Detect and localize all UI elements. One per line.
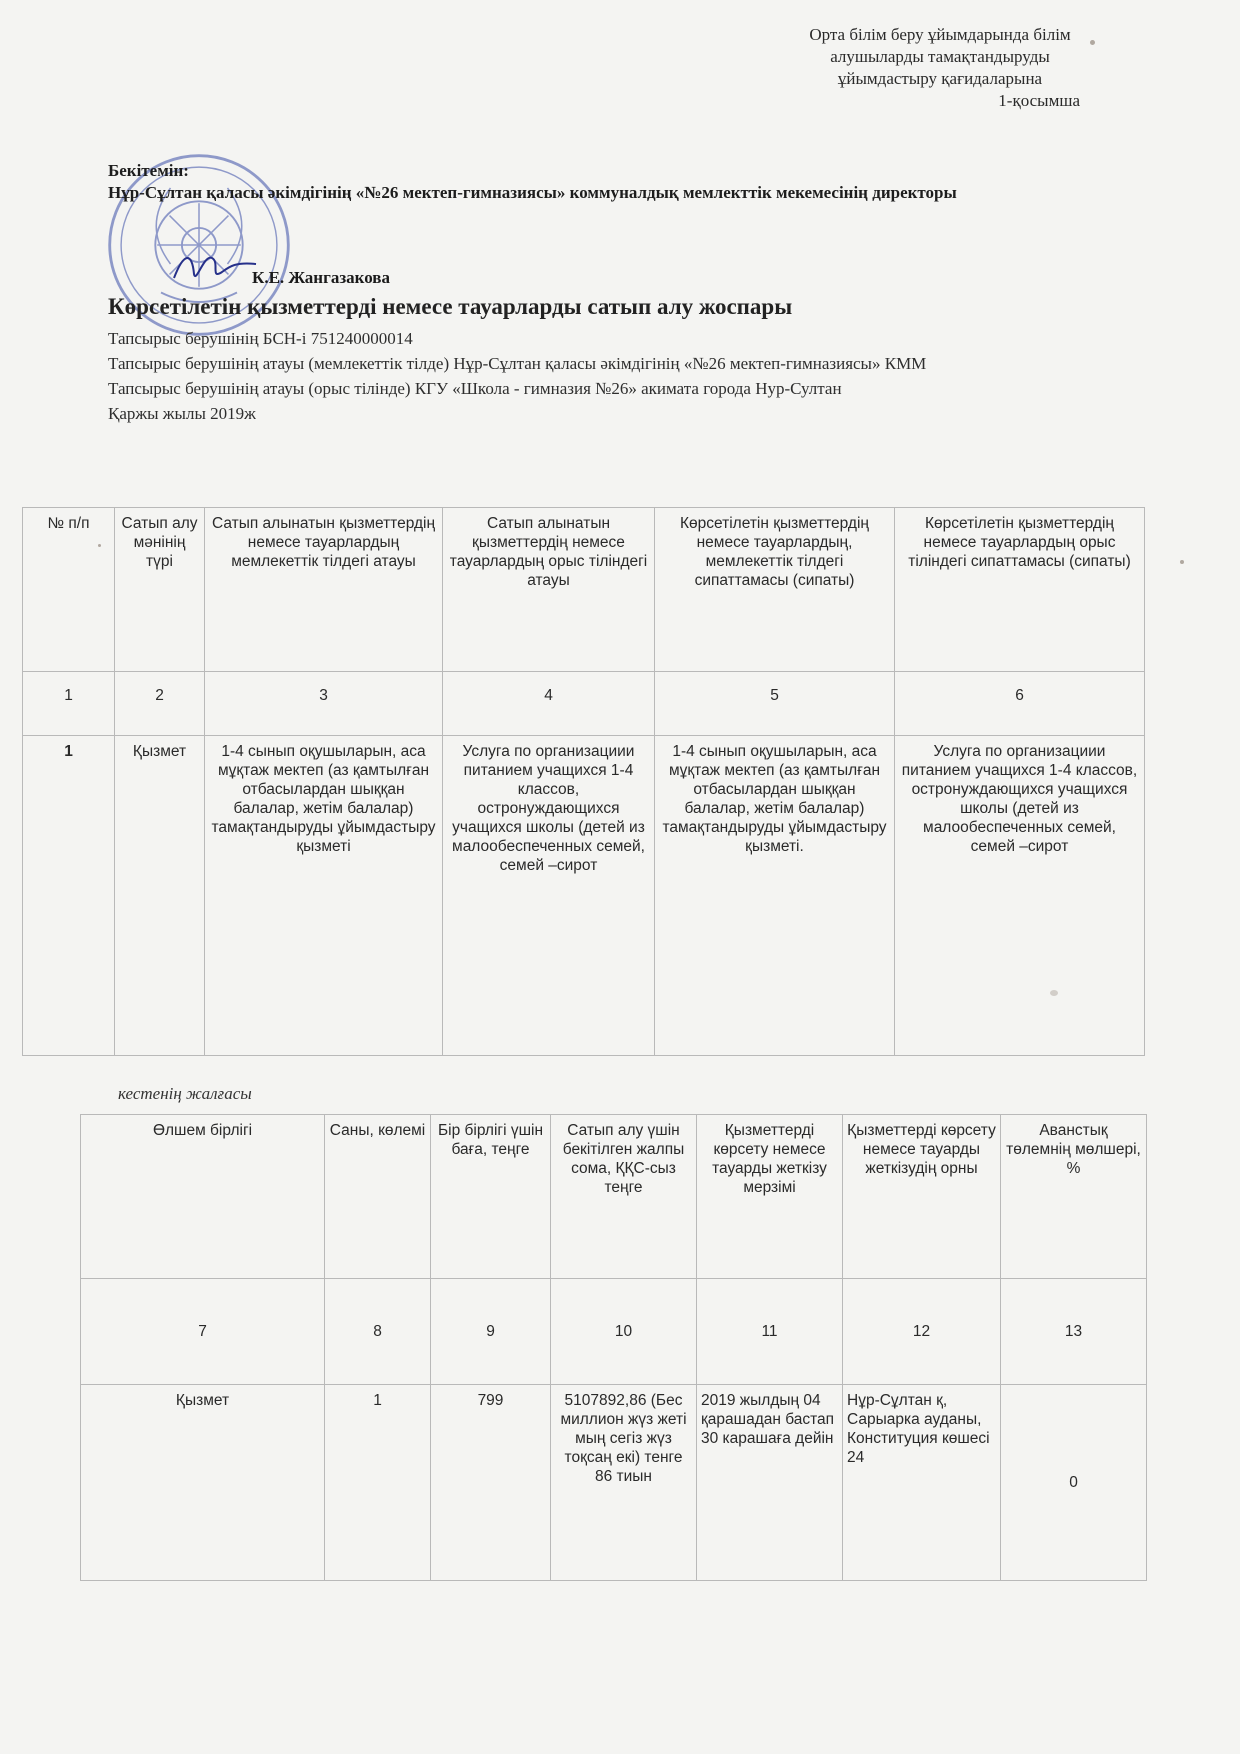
- appendix-line-2: алушыларды тамақтандыруды: [830, 47, 1050, 66]
- column-number: 8: [325, 1279, 431, 1385]
- header-cell: Сатып алынатын қызметтердің немесе тауарлардың мемлекеттік тілдегі атауы: [205, 508, 443, 672]
- customer-info: [108, 326, 1108, 426]
- header-cell: Аванстық төлемнің мөлшері, %: [1001, 1115, 1147, 1279]
- paper-speck: [1050, 990, 1058, 996]
- table-cell: 0: [1001, 1385, 1147, 1581]
- paper-speck: [1090, 40, 1095, 45]
- customer-name-ru: Тапсырыс берушінің атауы (орыс тілінде) КГУ «Школа - гимназия №26» акимата города Нур-Султан: [108, 379, 842, 398]
- column-number-row: [81, 1279, 1147, 1385]
- header-cell: № п/п: [23, 508, 115, 672]
- header-cell: Сатып алу үшін бекітілген жалпы сома, ҚҚС-сыз теңге: [551, 1115, 697, 1279]
- table-cell: 1-4 сынып оқушыларын, аса мұқтаж мектеп (аз қамтылған отбасылардан шыққан балалар, жетім балалар) тамақтандыруды ұйымдастыру қызметі: [205, 736, 443, 1056]
- table-cell: 1: [23, 736, 115, 1056]
- header-cell: Сатып алу мәнінің түрі: [115, 508, 205, 672]
- header-cell: Бір бірлігі үшін баға, теңге: [431, 1115, 551, 1279]
- table-continuation-label: кестенің жалғасы: [118, 1084, 252, 1103]
- page-title: Көрсетілетін қызметтерді немесе тауарларды сатып алу жоспары: [108, 294, 793, 319]
- table-cell: 1-4 сынып оқушыларын, аса мұқтаж мектеп (аз қамтылған отбасылардан шыққан балалар, жетім балалар) тамақтандыруды ұйымдастыру қызметі.: [655, 736, 895, 1056]
- procurement-table-continued: [80, 1114, 1147, 1581]
- signer-name: К.Е. Жангазакова: [252, 268, 390, 287]
- appendix-line-3: ұйымдастыру қағидаларына: [837, 69, 1043, 88]
- header-cell: Саны, көлемі: [325, 1115, 431, 1279]
- table-cell: Қызмет: [115, 736, 205, 1056]
- approval-position: Нұр-Сұлтан қаласы әкімдігінің «№26 мектеп-гимназиясы» коммуналдық мемлекттік мекемесінің директоры: [108, 183, 957, 202]
- column-number: 7: [81, 1279, 325, 1385]
- column-number: 1: [23, 672, 115, 736]
- header-cell: Қызметтерді көрсету немесе тауарды жеткізу мерзімі: [697, 1115, 843, 1279]
- table-row: [23, 736, 1145, 1056]
- table-cell: 2019 жылдың 04 қарашадан бастап 30 карашаға дейін: [697, 1385, 843, 1581]
- table-cell: 1: [325, 1385, 431, 1581]
- column-number: 6: [895, 672, 1145, 736]
- procurement-table-main: [22, 507, 1145, 1056]
- header-cell: Қызметтерді көрсету немесе тауарды жеткізудің орны: [843, 1115, 1001, 1279]
- table-row: [81, 1385, 1147, 1581]
- header-cell: Көрсетілетін қызметтердің немесе тауарлардың, мемлекеттік тілдегі сипаттамасы (сипаты): [655, 508, 895, 672]
- header-cell: Сатып алынатын қызметтердің немесе тауарлардың орыс тіліндегі атауы: [443, 508, 655, 672]
- column-number-row: [23, 672, 1145, 736]
- customer-bin: Тапсырыс берушінің БСН-і 751240000014: [108, 329, 413, 348]
- signature-icon: [170, 244, 260, 288]
- table-header-row: [23, 508, 1145, 672]
- approval-block: [108, 160, 1068, 204]
- table-cell: Услуга по организациии питанием учащихся 1-4 классов, остронуждающихся учащихся школы (детей из малообеспеченных семей, семей –сирот: [443, 736, 655, 1056]
- column-number: 3: [205, 672, 443, 736]
- fiscal-year: Қаржы жылы 2019ж: [108, 404, 256, 423]
- table-cell: Қызмет: [81, 1385, 325, 1581]
- table-cell: Нұр-Сұлтан қ, Сарыарка ауданы, Конституция көшесі 24: [843, 1385, 1001, 1581]
- column-number: 5: [655, 672, 895, 736]
- table-cell: Услуга по организациии питанием учащихся 1-4 классов, остронуждающихся учащихся школы (детей из малообеспеченных семей, семей –сирот: [895, 736, 1145, 1056]
- paper-speck: [98, 544, 101, 547]
- paper-speck: [1180, 560, 1184, 564]
- appendix-line-4: 1-қосымша: [998, 91, 1080, 110]
- approval-label: Бекітемін:: [108, 161, 189, 180]
- column-number: 4: [443, 672, 655, 736]
- column-number: 13: [1001, 1279, 1147, 1385]
- column-number: 2: [115, 672, 205, 736]
- header-cell: Көрсетілетін қызметтердің немесе тауарлардың орыс тіліндегі сипаттамасы (сипаты): [895, 508, 1145, 672]
- header-cell: Өлшем бірлігі: [81, 1115, 325, 1279]
- table-cell: 5107892,86 (Бес миллион жүз жеті мың сегіз жүз тоқсаң екі) тенге 86 тиын: [551, 1385, 697, 1581]
- appendix-note: [760, 24, 1120, 112]
- table-header-row: [81, 1115, 1147, 1279]
- column-number: 10: [551, 1279, 697, 1385]
- table-cell: 799: [431, 1385, 551, 1581]
- column-number: 9: [431, 1279, 551, 1385]
- appendix-line-1: Орта білім беру ұйымдарында білім: [809, 25, 1071, 44]
- customer-name-kz: Тапсырыс берушінің атауы (мемлекеттік тілде) Нұр-Сұлтан қаласы әкімдігінің «№26 мектеп-гимназиясы» КММ: [108, 354, 927, 373]
- column-number: 12: [843, 1279, 1001, 1385]
- column-number: 11: [697, 1279, 843, 1385]
